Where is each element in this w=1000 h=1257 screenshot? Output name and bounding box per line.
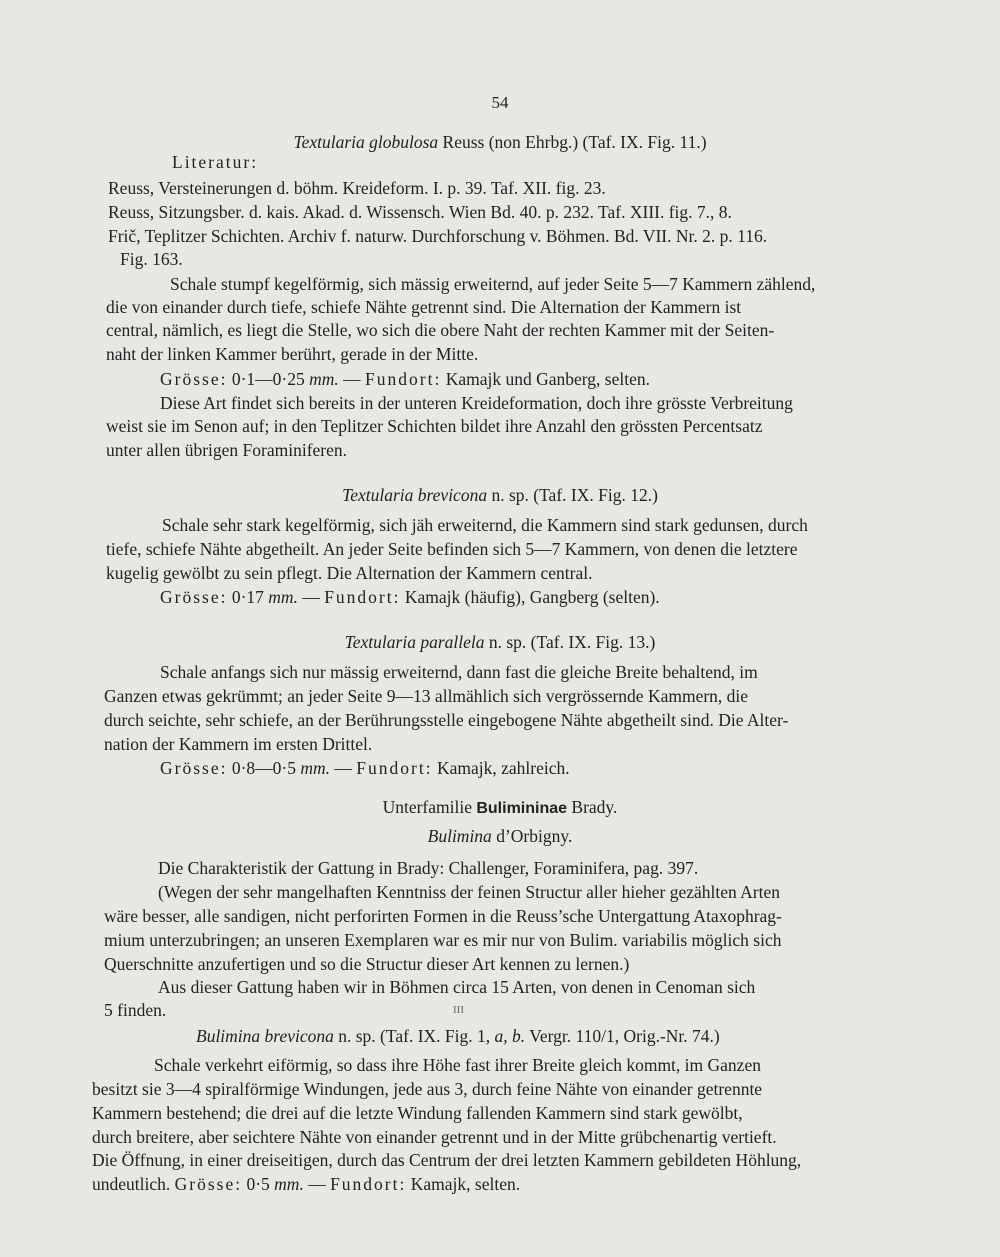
text-run: tiefe, schiefe Nähte abgetheilt. An jeder Seite befinden sich 5—7 Kammern, von denen die letztere — [106, 539, 798, 559]
text-line — [106, 539, 797, 559]
text-run: 5 finden. — [104, 1000, 167, 1020]
text-run: d’Orbigny. — [491, 826, 573, 846]
page-number: 54 — [491, 93, 509, 112]
text-run: Grösse: — [174, 1174, 243, 1194]
text-run: Reuss, Sitzungsber. d. kais. Akad. d. Wissensch. Wien Bd. 40. p. 232. Taf. XIII. fig. 7., 8. — [108, 202, 732, 222]
text-line — [106, 416, 762, 436]
text-line — [0, 132, 1000, 152]
text-run: Grösse: — [160, 758, 228, 778]
text-run: n. sp. (Taf. IX. Fig. 12.) — [487, 485, 658, 505]
text-run: Bulimina brevicona — [196, 1026, 334, 1046]
text-run: durch breitere, aber seichtere Nähte von einander getrennt und in der Mitte grübchenartig vertieft. — [92, 1127, 777, 1147]
text-line — [196, 1026, 720, 1046]
text-run: Aus dieser Gattung haben wir in Böhmen circa 15 Arten, von denen in Cenoman sich — [158, 977, 756, 997]
text-line — [0, 826, 1000, 846]
text-run: kugelig gewölbt zu sein pflegt. Die Alternation der Kammern central. — [106, 563, 593, 583]
text-line — [172, 152, 258, 172]
text-run: Fundort: — [365, 369, 442, 389]
text-line — [106, 297, 741, 317]
text-run: unter allen übrigen Foraminiferen. — [106, 440, 348, 460]
text-line — [104, 954, 629, 974]
text-line — [160, 369, 650, 389]
text-run: Textularia parallela — [344, 632, 485, 652]
text-run: Fundort: — [324, 587, 401, 607]
text-run: Kammern bestehend; die drei auf die letzte Windung fallenden Kammern sind stark gewölbt, — [92, 1103, 743, 1123]
text-run: Reuss, Versteinerungen d. böhm. Kreideform. I. p. 39. Taf. XII. fig. 23. — [108, 178, 606, 198]
text-run: Grösse: — [160, 369, 228, 389]
text-run: Fig. 163. — [120, 249, 183, 269]
text-run: Kamajk (häufig), Gangberg (selten). — [400, 587, 660, 607]
text-run: Frič, Teplitzer Schichten. Archiv f. naturw. Durchforschung v. Böhmen. Bd. VII. Nr. 2. p. 116. — [108, 226, 768, 246]
text-run: — — [303, 1174, 331, 1194]
text-line — [108, 226, 767, 246]
text-line — [106, 320, 774, 340]
text-run: Kamajk, zahlreich. — [432, 758, 570, 778]
text-line — [92, 1079, 762, 1099]
text-line — [158, 882, 780, 902]
text-line — [104, 734, 372, 754]
text-run: n. sp. (Taf. IX. Fig. 13.) — [484, 632, 656, 652]
text-run: 0·5 — [242, 1174, 275, 1194]
text-run: Kamajk, selten. — [406, 1174, 521, 1194]
text-run: — — [297, 587, 325, 607]
text-line — [160, 587, 660, 607]
text-run: Die Charakteristik der Gattung in Brady: Challenger, Foraminifera, pag. 397. — [158, 858, 699, 878]
text-run: Ganzen etwas gekrümmt; an jeder Seite 9—13 allmählich sich vergrössernde Kammern, die — [104, 686, 749, 706]
text-line — [92, 1103, 743, 1123]
text-line — [158, 977, 755, 997]
text-run: Grösse: — [160, 587, 228, 607]
text-line — [0, 632, 1000, 652]
text-run: undeutlich. — [92, 1174, 175, 1194]
text-run: central, nämlich, es liegt die Stelle, wo sich die obere Naht der rechten Kammer mit der Seiten- — [106, 320, 775, 340]
text-run: Die Öffnung, in einer dreiseitigen, durch das Centrum der drei letzten Kammern gebildeten Höhlung, — [92, 1150, 802, 1170]
text-run: a, b. — [494, 1026, 526, 1046]
text-run: mm. — [300, 758, 331, 778]
text-run: mm. — [274, 1174, 304, 1194]
text-line — [0, 485, 1000, 505]
text-run: (Wegen der sehr mangelhaften Kenntniss der feinen Structur aller hieher gezählten Arten — [158, 882, 781, 902]
text-run: Bulimina — [427, 826, 492, 846]
text-run: 0·8—0·5 — [227, 758, 301, 778]
text-line — [108, 202, 732, 222]
text-line — [108, 178, 606, 198]
text-line — [106, 344, 478, 364]
text-run: Unterfamilie — [382, 797, 477, 817]
text-run: Diese Art findet sich bereits in der unteren Kreideformation, doch ihre grösste Verbreitung — [160, 393, 793, 413]
text-line — [162, 515, 808, 535]
text-run: Fundort: — [330, 1174, 407, 1194]
text-run: Querschnitte anzufertigen und so die Structur dieser Art kennen zu lernen.) — [104, 954, 630, 974]
text-run: weist sie im Senon auf; in den Teplitzer Schichten bildet ihre Anzahl den grössten Percentsatz — [106, 416, 763, 436]
text-line — [170, 274, 815, 294]
text-line — [106, 563, 592, 583]
text-run: 0·17 — [227, 587, 269, 607]
text-line — [92, 1150, 801, 1170]
text-run: Literatur: — [172, 152, 259, 172]
text-run: Fundort: — [356, 758, 433, 778]
text-line — [158, 858, 698, 878]
text-line — [104, 686, 748, 706]
text-line — [154, 1055, 761, 1075]
text-run: die von einander durch tiefe, schiefe Nähte getrennt sind. Die Alternation der Kammern ist — [106, 297, 742, 317]
text-run: Textularia globulosa — [293, 132, 439, 152]
text-run: — — [338, 369, 366, 389]
text-line — [0, 797, 1000, 819]
text-line — [104, 710, 788, 730]
text-run: Brady. — [567, 797, 618, 817]
text-run: mm. — [309, 369, 339, 389]
text-line — [106, 440, 347, 460]
text-line — [92, 1174, 520, 1194]
text-run: besitzt sie 3—4 spiralförmige Windungen, jede aus 3, durch feine Nähte von einander getrennte — [92, 1079, 763, 1099]
text-run: nation der Kammern im ersten Drittel. — [104, 734, 373, 754]
text-run: Schale anfangs sich nur mässig erweiternd, dann fast die gleiche Breite behaltend, im — [160, 662, 758, 682]
text-line — [104, 930, 781, 950]
text-line — [160, 393, 793, 413]
text-line — [104, 1000, 166, 1020]
text-run: Bulimininae — [476, 800, 568, 817]
text-line — [92, 1127, 777, 1147]
text-run: naht der linken Kammer berührt, gerade in der Mitte. — [106, 344, 479, 364]
text-line — [104, 906, 782, 926]
text-run: Kamajk und Ganberg, selten. — [441, 369, 650, 389]
text-run: Schale stumpf kegelförmig, sich mässig erweiternd, auf jeder Seite 5—7 Kammern zählend, — [170, 274, 816, 294]
text-run: Vergr. 110/1, Orig.-Nr. 74.) — [525, 1026, 720, 1046]
text-run: 0·1—0·25 — [227, 369, 310, 389]
text-line — [160, 662, 758, 682]
text-run: Textularia brevicona — [342, 485, 488, 505]
text-line — [160, 758, 570, 778]
text-run: — — [330, 758, 357, 778]
text-run: Schale sehr stark kegelförmig, sich jäh erweiternd, die Kammern sind stark gedunsen, durch — [162, 515, 808, 535]
text-run: mium unterzubringen; an unseren Exemplaren war es mir nur von Bulim. variabilis möglich sich — [104, 930, 782, 950]
text-run: wäre besser, alle sandigen, nicht perforirten Formen in die Reuss’sche Untergattung Ataxophrag- — [104, 906, 782, 926]
text-run: mm. — [268, 587, 298, 607]
handwritten-correction: III — [453, 1004, 464, 1016]
text-run: Schale verkehrt eiförmig, so dass ihre Höhe fast ihrer Breite gleich kommt, im Ganzen — [154, 1055, 761, 1075]
text-run: Reuss (non Ehrbg.) (Taf. IX. Fig. 11.) — [438, 132, 707, 152]
text-line — [120, 249, 183, 269]
text-run: durch seichte, sehr schiefe, an der Berührungsstelle eingebogene Nähte abgetheilt sind. Die Alter- — [104, 710, 789, 730]
text-run: n. sp. (Taf. IX. Fig. 1, — [333, 1026, 495, 1046]
